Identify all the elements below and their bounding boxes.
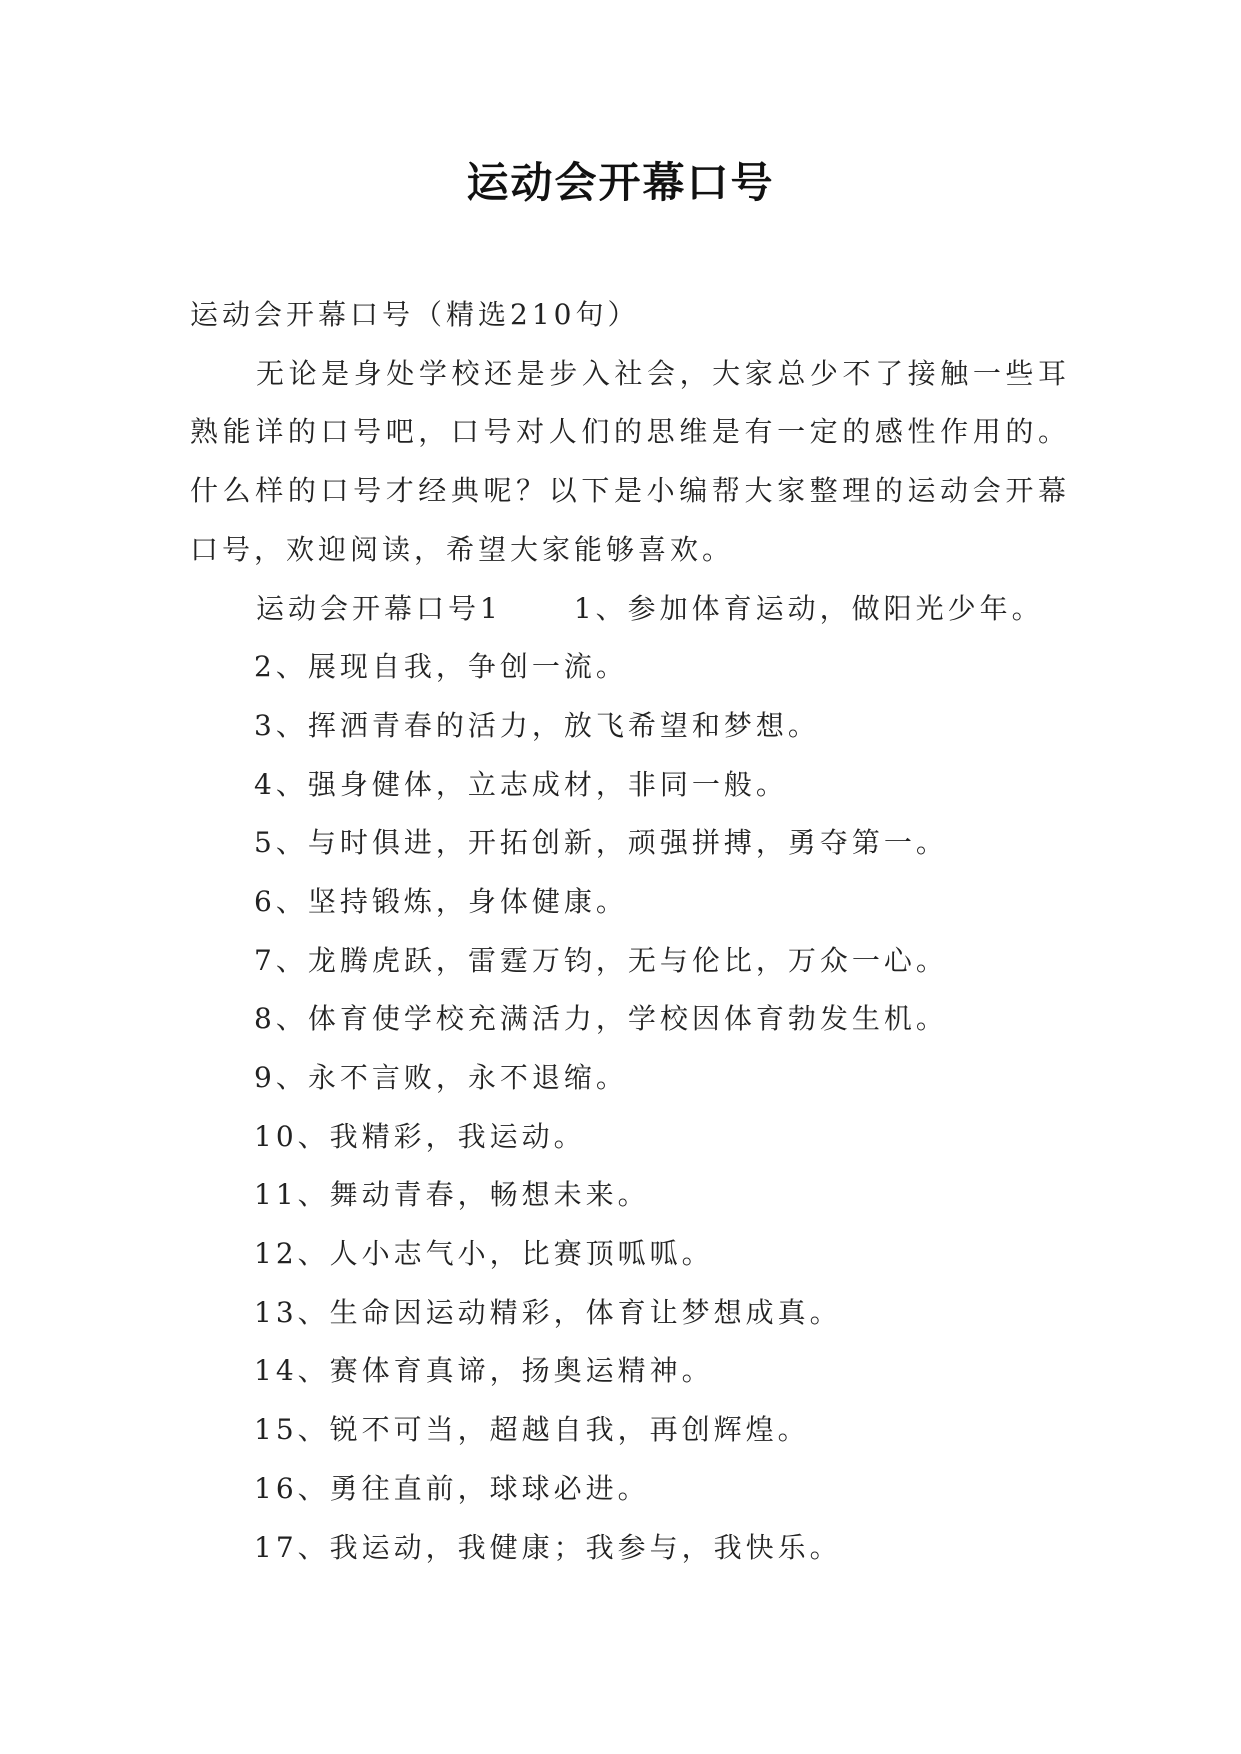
list-item: 7、龙腾虎跃，雷霆万钧，无与伦比，万众一心。	[254, 943, 948, 977]
list-item: 3、挥洒青春的活力，放飞希望和梦想。	[254, 708, 820, 742]
list-item: 9、永不言败，永不退缩。	[254, 1061, 628, 1094]
list-item: 11、舞动青春，畅想未来。	[254, 1178, 650, 1212]
list-item: 8、体育使学校充满活力，学校因体育勃发生机。	[254, 1002, 948, 1036]
list-item: 17、我运动，我健康；我参与，我快乐。	[254, 1530, 842, 1564]
list-item: 10、我精彩，我运动。	[254, 1119, 586, 1153]
list-item: 13、生命因运动精彩，体育让梦想成真。	[254, 1295, 842, 1329]
section-line	[190, 580, 1070, 639]
page-title: 运动会开幕口号	[466, 158, 775, 207]
list-item: 5、与时俱进，开拓创新，顽强拼搏，勇夺第一。	[254, 826, 948, 860]
list-item: 12、人小志气小，比赛顶呱呱。	[254, 1237, 714, 1271]
intro-paragraph: 无论是身处学校还是步入社会，大家总少不了接触一些耳熟能详的口号吧，口号对人们的思维是有一定的感性作用的。什么样的口号才经典呢？以下是小编帮大家整理的运动会开幕口号，欢迎阅读，希望大家能够喜欢。	[190, 356, 1070, 566]
list-item: 4、强身健体，立志成材，非同一般。	[254, 767, 788, 801]
list-item: 1、参加体育运动，做阳光少年。	[573, 591, 1044, 625]
document-body	[190, 286, 1070, 1577]
list-item: 15、锐不可当，超越自我，再创辉煌。	[254, 1413, 810, 1447]
list-item: 14、赛体育真谛，扬奥运精神。	[254, 1354, 714, 1388]
list-item: 16、勇往直前，球球必进。	[254, 1471, 650, 1505]
subtitle: 运动会开幕口号（精选210句）	[190, 298, 640, 331]
section-heading: 运动会开幕口号1	[256, 591, 502, 625]
list-item: 6、坚持锻炼，身体健康。	[254, 884, 628, 918]
list-item: 2、展现自我，争创一流。	[254, 650, 628, 684]
